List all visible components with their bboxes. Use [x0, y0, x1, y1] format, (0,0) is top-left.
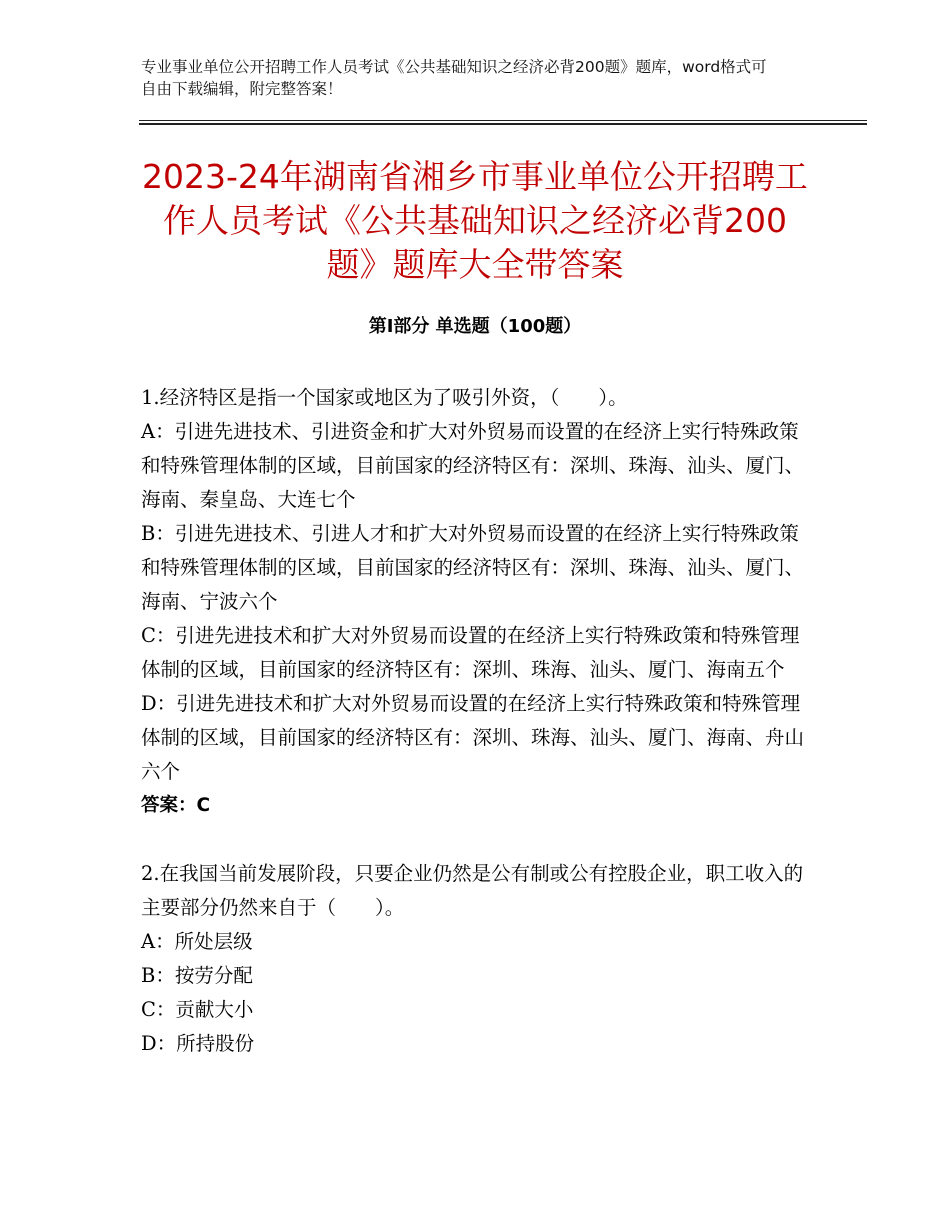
header-note: 专业事业单位公开招聘工作人员考试《公共基础知识之经济必背200题》题库，word格式可自由下载编辑，附完整答案！ [141, 58, 767, 98]
option-c: C：贡献大小 [141, 998, 254, 1021]
option-b: B：引进先进技术、引进人才和扩大对外贸易而设置的在经济上实行特殊政策和特殊管理体制的区域，目前国家的经济特区有：深圳、珠海、汕头、厦门、海南、宁波六个 [141, 522, 805, 613]
option-d: D：所持股份 [141, 1032, 255, 1055]
header-divider-thick [139, 123, 867, 125]
option-a: A：所处层级 [141, 930, 253, 953]
header-divider-thin [139, 120, 867, 121]
spacer [141, 823, 806, 857]
question-list [141, 381, 806, 1061]
option-a: A：引进先进技术、引进资金和扩大对外贸易而设置的在经济上实行特殊政策和特殊管理体制的区域，目前国家的经济特区有：深圳、珠海、汕头、厦门、海南、秦皇岛、大连七个 [141, 420, 805, 511]
section-heading: 第Ⅰ部分 单选题（100题） [368, 316, 582, 337]
option-c: C：引进先进技术和扩大对外贸易而设置的在经济上实行特殊政策和特殊管理体制的区域，目前国家的经济特区有：深圳、珠海、汕头、厦门、海南五个 [141, 624, 800, 681]
answer: 答案：C [141, 795, 211, 816]
question-1 [141, 381, 806, 823]
document-title: 2023-24年湖南省湘乡市事业单位公开招聘工作人员考试《公共基础知识之经济必背200题》题库大全带答案 [142, 157, 808, 284]
question-stem: 2.在我国当前发展阶段，只要企业仍然是公有制或公有控股企业，职工收入的主要部分仍然来自于（ ）。 [141, 862, 804, 919]
option-b: B：按劳分配 [141, 964, 253, 987]
option-d: D：引进先进技术和扩大对外贸易而设置的在经济上实行特殊政策和特殊管理体制的区域，目前国家的经济特区有：深圳、珠海、汕头、厦门、海南、舟山六个 [141, 692, 805, 783]
question-2 [141, 857, 806, 1061]
question-stem: 1.经济特区是指一个国家或地区为了吸引外资，（ ）。 [141, 386, 628, 409]
